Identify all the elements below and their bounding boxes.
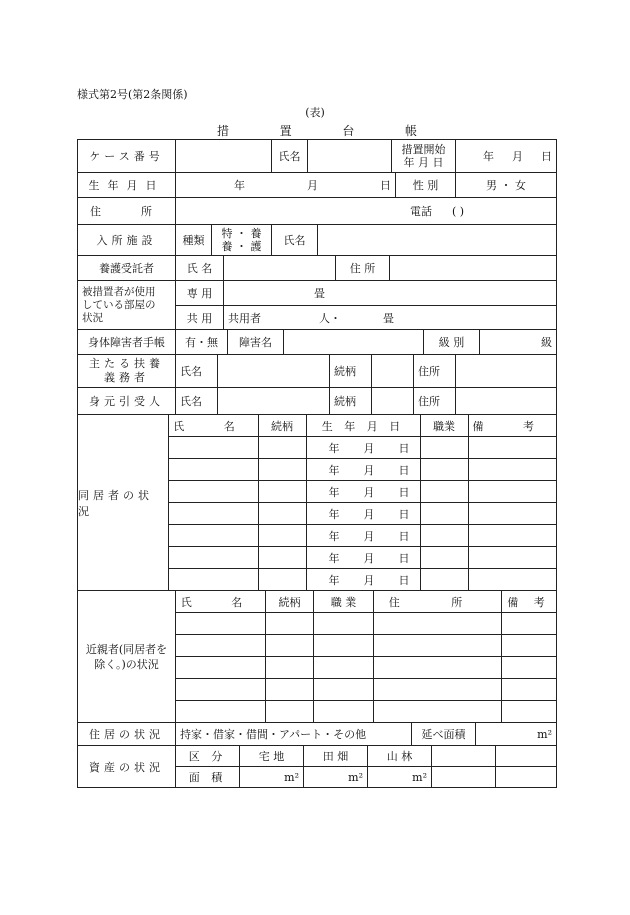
facility-type-field[interactable] bbox=[212, 225, 272, 255]
room-block bbox=[77, 281, 557, 330]
disability-name-field[interactable] bbox=[284, 330, 424, 354]
rel-job-field[interactable] bbox=[314, 613, 374, 634]
form-number: 様式第2号(第2条関係) bbox=[77, 88, 188, 101]
cohab-birth-day: 日 bbox=[398, 441, 410, 455]
case-name-label: 氏名 bbox=[272, 140, 308, 172]
rel-notes-field[interactable] bbox=[502, 613, 556, 634]
disability-grade-field[interactable]: 級 bbox=[541, 336, 552, 349]
rel-job-field[interactable] bbox=[314, 701, 374, 722]
assets-category-row bbox=[176, 746, 556, 767]
start-date-field[interactable] bbox=[456, 140, 556, 172]
housing-label: 住居の状況 bbox=[78, 723, 176, 745]
cohabitant-row bbox=[169, 503, 557, 525]
supporter-name-field[interactable] bbox=[218, 355, 330, 387]
case-number-label: ケース番号 bbox=[78, 140, 176, 172]
side-label: (表) bbox=[305, 106, 325, 119]
facility-name-label: 氏名 bbox=[272, 225, 318, 255]
start-date-label-1: 措置開始 bbox=[401, 143, 446, 156]
rel-notes-field[interactable] bbox=[502, 657, 556, 678]
room-private-row bbox=[176, 281, 556, 306]
assets-area-3[interactable]: m² bbox=[368, 767, 432, 787]
disability-label: 身体障害者手帳 bbox=[78, 330, 176, 354]
housing-area-field[interactable]: m² bbox=[537, 727, 552, 741]
cohab-birth-field[interactable] bbox=[307, 437, 421, 458]
rel-job-field[interactable] bbox=[314, 679, 374, 700]
phone-label: 電話 bbox=[410, 205, 432, 218]
birth-year: 年 bbox=[234, 179, 245, 192]
cohab-birth-field[interactable] bbox=[307, 481, 421, 502]
cohab-relation-field[interactable] bbox=[259, 481, 307, 502]
assets-col-2: 田 畑 bbox=[304, 746, 368, 766]
cohab-birth-day: 日 bbox=[398, 573, 410, 587]
guarantor-name-field[interactable] bbox=[218, 388, 330, 414]
housing-options[interactable]: 持家・借家・借間・アパート・その他 bbox=[176, 723, 412, 745]
cohab-birth-field[interactable] bbox=[307, 459, 421, 480]
cohab-birth-year: 年 bbox=[328, 573, 340, 587]
ledger-title bbox=[217, 122, 417, 139]
cohab-birth-month: 月 bbox=[363, 529, 375, 543]
cohab-job-field[interactable] bbox=[421, 503, 469, 524]
assets-col-3: 山 林 bbox=[368, 746, 432, 766]
rel-address-field[interactable] bbox=[374, 701, 502, 722]
birth-row bbox=[77, 173, 557, 198]
assets-col-1: 宅 地 bbox=[240, 746, 304, 766]
caretaker-label: 養護受託者 bbox=[78, 256, 176, 280]
cohab-job-field[interactable] bbox=[421, 459, 469, 480]
assets-area-4[interactable] bbox=[432, 767, 496, 787]
room-label-1: 被措置者が使用 bbox=[82, 285, 156, 298]
guarantor-row bbox=[77, 388, 557, 415]
relative-row bbox=[176, 701, 556, 722]
cohab-header-job: 職業 bbox=[421, 415, 469, 436]
caretaker-address-field[interactable] bbox=[390, 256, 556, 280]
title-char-2: 置 bbox=[279, 124, 292, 138]
facility-row bbox=[77, 225, 557, 256]
cohab-relation-field[interactable] bbox=[259, 437, 307, 458]
caretaker-address-label: 住 所 bbox=[336, 256, 390, 280]
cohab-notes-field[interactable] bbox=[469, 503, 557, 524]
cohabitant-row bbox=[169, 569, 557, 590]
cohab-notes-field[interactable] bbox=[469, 459, 557, 480]
facility-type-1: 特 ・ 養 bbox=[221, 227, 262, 240]
rel-relation-field[interactable] bbox=[266, 657, 314, 678]
ledger-form bbox=[77, 139, 557, 788]
rel-header-job: 職 業 bbox=[314, 591, 374, 612]
cohab-relation-field[interactable] bbox=[259, 569, 307, 590]
rel-address-field[interactable] bbox=[374, 657, 502, 678]
supporter-label-1: 主たる扶養 bbox=[89, 357, 164, 370]
cohab-relation-field[interactable] bbox=[259, 459, 307, 480]
phone-parens: ( ) bbox=[452, 204, 465, 218]
cohab-birth-year: 年 bbox=[328, 507, 340, 521]
supporter-address-field[interactable] bbox=[456, 355, 556, 387]
sex-field[interactable]: 男 ・ 女 bbox=[486, 179, 526, 192]
relatives-block bbox=[77, 591, 557, 723]
birth-month: 月 bbox=[307, 179, 318, 192]
cohab-name-field[interactable] bbox=[169, 481, 259, 502]
facility-type-label: 種類 bbox=[176, 225, 212, 255]
assets-label: 資産の状況 bbox=[78, 746, 176, 787]
room-shared-row bbox=[176, 306, 556, 329]
assets-area-label: 面 積 bbox=[176, 767, 240, 787]
cohab-birth-field[interactable] bbox=[307, 525, 421, 546]
rel-address-field[interactable] bbox=[374, 635, 502, 656]
rel-name-field[interactable] bbox=[176, 657, 266, 678]
relative-row bbox=[176, 679, 556, 701]
cohab-birth-month: 月 bbox=[363, 551, 375, 565]
cohabitants-header-row bbox=[169, 415, 557, 437]
guarantor-name-label: 氏名 bbox=[176, 388, 218, 414]
cohab-birth-day: 日 bbox=[398, 551, 410, 565]
assets-area-row bbox=[176, 767, 556, 787]
cohab-relation-field[interactable] bbox=[259, 525, 307, 546]
room-shared-label: 共 用 bbox=[176, 306, 224, 329]
room-shared-users: 共用者 bbox=[228, 311, 261, 325]
room-private-field[interactable] bbox=[224, 281, 556, 305]
supporter-name-label: 氏名 bbox=[176, 355, 218, 387]
address-row bbox=[77, 198, 557, 225]
start-date-label bbox=[392, 140, 456, 172]
room-label-2: している部屋の bbox=[82, 298, 156, 311]
rel-job-field[interactable] bbox=[314, 657, 374, 678]
cohabitant-row bbox=[169, 459, 557, 481]
facility-label: 入所施設 bbox=[78, 225, 176, 255]
cohab-name-field[interactable] bbox=[169, 569, 259, 590]
disability-row bbox=[77, 330, 557, 355]
cohab-birth-day: 日 bbox=[398, 529, 410, 543]
caretaker-row bbox=[77, 256, 557, 281]
sex-label: 性 別 bbox=[396, 173, 456, 197]
supporter-label-2: 義務者 bbox=[104, 371, 149, 384]
cohab-job-field[interactable] bbox=[421, 525, 469, 546]
rel-header-relation: 続柄 bbox=[266, 591, 314, 612]
relative-row bbox=[176, 613, 556, 635]
guarantor-address-field[interactable] bbox=[456, 388, 556, 414]
supporter-relation-field[interactable] bbox=[372, 355, 414, 387]
cohabitants-label: 同居者の状況 bbox=[78, 415, 169, 590]
title-char-3: 台 bbox=[342, 124, 355, 138]
assets-grid bbox=[176, 746, 556, 787]
start-date-label-2: 年 月 日 bbox=[403, 156, 444, 169]
cohab-name-field[interactable] bbox=[169, 547, 259, 568]
cohab-birth-year: 年 bbox=[328, 485, 340, 499]
cohab-relation-field[interactable] bbox=[259, 503, 307, 524]
room-private-label: 専 用 bbox=[176, 281, 224, 305]
rel-notes-field[interactable] bbox=[502, 679, 556, 700]
cohab-job-field[interactable] bbox=[421, 569, 469, 590]
room-shared-unit: 畳 bbox=[383, 311, 394, 325]
case-name-field[interactable] bbox=[308, 140, 392, 172]
disability-grade-label: 級 別 bbox=[424, 330, 480, 354]
cohab-job-field[interactable] bbox=[421, 437, 469, 458]
housing-area-label: 延べ面積 bbox=[412, 723, 476, 745]
cohab-name-field[interactable] bbox=[169, 437, 259, 458]
assets-area-1[interactable]: m² bbox=[240, 767, 304, 787]
cohabitants-block bbox=[77, 415, 557, 591]
case-row bbox=[77, 139, 557, 173]
housing-row bbox=[77, 723, 557, 746]
cohab-birth-year: 年 bbox=[328, 463, 340, 477]
address-label bbox=[78, 198, 192, 224]
cohab-birth-month: 月 bbox=[363, 573, 375, 587]
guarantor-label: 身元引受人 bbox=[78, 388, 176, 414]
cohab-header-name: 氏 名 bbox=[169, 415, 259, 436]
cohab-birth-month: 月 bbox=[363, 463, 375, 477]
cohabitants-grid bbox=[169, 415, 557, 590]
address-label-text: 住所 bbox=[90, 205, 192, 218]
cohab-birth-month: 月 bbox=[363, 485, 375, 499]
rel-notes-field[interactable] bbox=[502, 635, 556, 656]
relatives-grid bbox=[176, 591, 556, 722]
cohab-notes-field[interactable] bbox=[469, 481, 557, 502]
relatives-header-row bbox=[176, 591, 556, 613]
guarantor-relation-field[interactable] bbox=[372, 388, 414, 414]
rel-notes-field[interactable] bbox=[502, 701, 556, 722]
assets-col-4 bbox=[432, 746, 496, 766]
title-char-4: 帳 bbox=[404, 124, 417, 138]
cohab-header-birth: 生 年 月 日 bbox=[307, 415, 421, 436]
cohab-job-field[interactable] bbox=[421, 481, 469, 502]
start-day: 日 bbox=[541, 150, 552, 163]
facility-type-2: 養 ・ 護 bbox=[221, 240, 262, 253]
cohab-birth-day: 日 bbox=[398, 507, 410, 521]
relatives-label bbox=[78, 591, 176, 722]
birth-day: 日 bbox=[380, 179, 391, 192]
cohab-notes-field[interactable] bbox=[469, 569, 557, 590]
cohab-birth-month: 月 bbox=[363, 507, 375, 521]
rel-relation-field[interactable] bbox=[266, 701, 314, 722]
rel-name-field[interactable] bbox=[176, 635, 266, 656]
case-number-field[interactable] bbox=[176, 140, 272, 172]
rel-header-name: 氏 名 bbox=[176, 591, 266, 612]
disability-has-field[interactable]: 有・無 bbox=[176, 330, 228, 354]
cohab-job-field[interactable] bbox=[421, 547, 469, 568]
cohab-notes-field[interactable] bbox=[469, 547, 557, 568]
cohab-birth-month: 月 bbox=[363, 441, 375, 455]
start-year: 年 bbox=[483, 150, 494, 163]
cohab-birth-year: 年 bbox=[328, 529, 340, 543]
relatives-label-2: 除く。)の状況 bbox=[94, 657, 159, 671]
caretaker-name-label: 氏 名 bbox=[176, 256, 224, 280]
rel-name-field[interactable] bbox=[176, 701, 266, 722]
cohab-birth-field[interactable] bbox=[307, 547, 421, 568]
cohab-birth-field[interactable] bbox=[307, 569, 421, 590]
facility-name-field[interactable] bbox=[318, 225, 556, 255]
assets-area-5[interactable] bbox=[496, 767, 556, 787]
rel-address-field[interactable] bbox=[374, 679, 502, 700]
rel-header-address: 住 所 bbox=[374, 591, 502, 612]
relative-row bbox=[176, 657, 556, 679]
address-field[interactable] bbox=[176, 198, 556, 224]
rel-name-field[interactable] bbox=[176, 679, 266, 700]
birth-label: 生年月日 bbox=[78, 173, 176, 197]
cohab-birth-day: 日 bbox=[398, 463, 410, 477]
cohab-birth-field[interactable] bbox=[307, 503, 421, 524]
rel-job-field[interactable] bbox=[314, 635, 374, 656]
rel-address-field[interactable] bbox=[374, 613, 502, 634]
relatives-label-1: 近親者(同居者を bbox=[85, 642, 168, 656]
cohab-name-field[interactable] bbox=[169, 503, 259, 524]
room-shared-field[interactable] bbox=[224, 306, 556, 329]
start-month: 月 bbox=[512, 150, 523, 163]
assets-area-2[interactable]: m² bbox=[304, 767, 368, 787]
rel-header-notes: 備 考 bbox=[507, 595, 551, 609]
guarantor-address-label: 住所 bbox=[414, 388, 456, 414]
assets-category-label: 区 分 bbox=[176, 746, 240, 766]
cohab-birth-year: 年 bbox=[328, 551, 340, 565]
cohab-header-notes: 備 考 bbox=[472, 419, 552, 433]
room-private-unit: 畳 bbox=[314, 287, 325, 300]
disability-name-label: 障害名 bbox=[228, 330, 284, 354]
supporter-address-label: 住所 bbox=[414, 355, 456, 387]
cohabitant-row bbox=[169, 481, 557, 503]
cohab-notes-field[interactable] bbox=[469, 525, 557, 546]
cohab-birth-year: 年 bbox=[328, 441, 340, 455]
cohab-name-field[interactable] bbox=[169, 459, 259, 480]
supporter-relation-label: 続柄 bbox=[330, 355, 372, 387]
assets-block bbox=[77, 746, 557, 788]
assets-col-5 bbox=[496, 746, 556, 766]
rel-relation-field[interactable] bbox=[266, 679, 314, 700]
cohabitant-row bbox=[169, 437, 557, 459]
supporter-row bbox=[77, 355, 557, 388]
cohab-notes-field[interactable] bbox=[469, 437, 557, 458]
room-label bbox=[78, 281, 176, 329]
room-grid bbox=[176, 281, 556, 329]
room-shared-persons: 人・ bbox=[319, 311, 341, 325]
cohab-name-field[interactable] bbox=[169, 525, 259, 546]
cohab-relation-field[interactable] bbox=[259, 547, 307, 568]
room-label-3: 状況 bbox=[82, 311, 103, 324]
rel-name-field[interactable] bbox=[176, 613, 266, 634]
cohabitant-row bbox=[169, 525, 557, 547]
rel-relation-field[interactable] bbox=[266, 635, 314, 656]
caretaker-name-field[interactable] bbox=[224, 256, 336, 280]
title-char-1: 措 bbox=[217, 124, 230, 138]
birth-field[interactable] bbox=[176, 173, 396, 197]
relative-row bbox=[176, 635, 556, 657]
cohab-header-relation: 続柄 bbox=[259, 415, 307, 436]
supporter-label bbox=[78, 355, 176, 387]
cohabitant-row bbox=[169, 547, 557, 569]
cohab-birth-day: 日 bbox=[398, 485, 410, 499]
rel-relation-field[interactable] bbox=[266, 613, 314, 634]
guarantor-relation-label: 続柄 bbox=[330, 388, 372, 414]
